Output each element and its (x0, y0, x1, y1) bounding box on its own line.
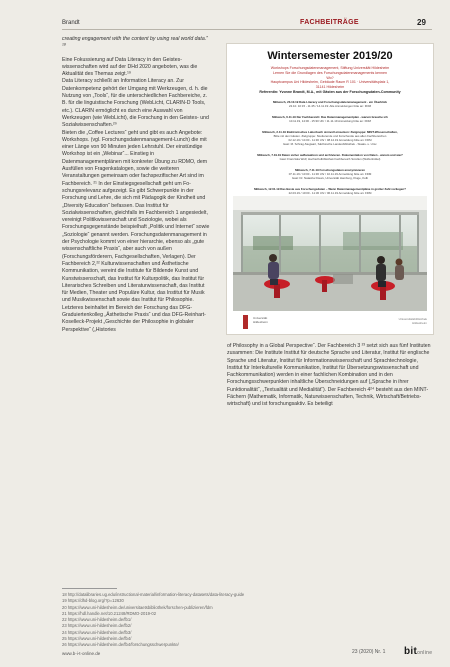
poster-event-title: Mittwoch, 7.19.19 Daten sicher aufbewahren und archivieren. Dokumentation von Daten - warum und wie? (257, 153, 403, 157)
poster-subtitle-line: Lernen Sie die Grundlagen des Forschungsdatenmanagements kennen (272, 70, 388, 75)
footnote-item: 19 https://dhd-blog.org/?p=12630 (62, 598, 124, 604)
body-paragraph: Data Literacy schließt an Information Literacy an. Zur Datenkompetenz gehört der Umgang mit Werkzeugen, d. h. die Nutzung von „Tools“, für die unterschiedlichen Fachbereiche, z. B. für die linguistische Forschung (WebLicht, CLARIN-D Tools, etc.). CLARIN ermöglicht es durch eine Auswahl von Werkzeugen (wie WebLicht), die Forschung in den Geistes- und Sozialwissenschaften.²⁰ (62, 78, 209, 129)
library-photo (233, 196, 427, 311)
page-number: 29 (417, 18, 426, 27)
text-column-left (62, 36, 210, 584)
text-column-right (227, 343, 432, 584)
poster-event-detail: Bitte mit den Gästen. Zielgruppe: Studierende und Forschende aus allen Fachbereichen (273, 134, 387, 138)
footnote-item: 22 https://www.uni-hildesheim.de/fb1/ (62, 617, 132, 623)
poster-subtitle-line: Workshops Forschungsdatenmanagement, Stiftung Universität Hildesheim (270, 66, 390, 70)
university-logo-text: Universität Hildesheim (253, 316, 268, 324)
poster-event-title: Mittwoch, 2.11.19 Elektronisches Laborbuch sinnvoll einsetzen: Zielgruppe: MINT-Wissenschaften, (262, 130, 398, 134)
body-paragraph: Eine Fokussierung auf Data Literacy in den Geisteswissenschaften wird auf der DHd 2020 angeboten, was die Aktualität des Themas zeigt.¹⁹ (62, 56, 198, 78)
body-paragraph: Bieten die „Coffee Lectures“ geht und gibt es auch Angebote: Workshops. (vgl. Forschungsdatenmanagement-Lunch) die mit einer Länge von 90 Minuten jeden Lehrstuhl. Der einstündige Workshop ist ein „Webinar“... Einstieg in Datenmanagementplänen mit konkreter Übung zu RDMO, dem Ausfüllen von Fragenkatalogen, sowie die weiteren Veranstaltungen gemeinsam oder fachspezifischer Art sind im Fachbereich. ²¹ In der Einstiegsgesellschaft geht um Foschungsrelevanz aufgezeigt. Es gibt Schwerpunkte in der Forschung und Lehre, die sich mit Pädagogik der Kindheit und „Diversity Education“ befassen. Das Institut für Sozialwissenschaften, gleichfalls im Fachbereich 1 angesiedelt, vereinigt Politikwissenschaft und Soziologie, wobei als Forschungsgegenstände beispielhaft „Politik und Internet“ sowie „Soziologie“ genannt werden. Forschungsdatenmanagement in der Psychologie kommt von einer hierarchie, ebenso als „gute wissenschaftliche Praxis“, aber auch von außen (Forschungsförderern, Fachgesellschaften, Verlagen). Der Fachbereich 2,²² Kulturwissenschaften und Ästhetische Kommunikation, vereint die Institute für Bildende Kunst und Kunstwissenschaft, das Institut für Kulturpolitik, das Institut für Literarisches Schreiben und Literaturwissenschaft, das Institut für Medien, Theater und Populäre Kultur, das Institut für Musik und Musikwissenschaft sowie das Institut für Philosophie. Letzteres beinhaltet im Bereich der Forschung das DFG-Graduiertenkolleg „Ästhetische Praxis“ und das DFG-Reinhart-Koselleck-Projekt „Geschichte der Philosophie in globaler Perspektive“ („Histories (62, 129, 210, 333)
poster-event-detail: 10.11.19, 14:00 - 15:30 Uhr / 11.11.19 Anmeldung bitte an: FDM (289, 119, 371, 123)
section-label: FACHBEITRÄGE (300, 19, 359, 26)
poster-event-detail: 22.03.19 / 10:00 - 11:30 Uhr / 06.11.19 Anmeldung bitte an: FDM (288, 191, 372, 195)
poster-subtitle-line: 31141 Hildesheim (315, 85, 345, 90)
poster-event (237, 168, 423, 180)
poster-title: Wintersemester 2019/20 (267, 50, 393, 62)
footnote-item: 20 https://www.uni-hildesheim.de/universitaetsbibliothek/forschen-publizieren/fdm (62, 604, 213, 610)
poster-event-title: Mittwoch, 7.11.19 Forschungsdaten anonymisieren (295, 168, 365, 172)
poster-subtitle (237, 66, 423, 95)
poster-subtitle-line: Wo? (326, 75, 334, 80)
poster-event-detail: 02.12.19 / 10.00 - 11:30 Uhr / 08.12.19 Anmeldung bitte an: FDM (288, 138, 372, 142)
poster-event-detail: 22.10. 10:15 - 11:45 / 14.11.19: Alle Anmeldungen bitte an: FDM (288, 104, 371, 108)
poster-event (237, 130, 423, 146)
footnote-item: 21 https://hdl.handle.net/10.21248/RDMO-2019-02 (62, 610, 157, 616)
poster-event-title: Mittwoch, 23.10.19 Data Literacy und Forschungsdatenmanagement - ein Überblick (272, 100, 388, 104)
body-paragraph: of Philosophy in a Global Perspective“. Der Fachbereich 3 ²³ setzt sich aus fünf Instituten zusammen: Die Institute Institut für deutsche Sprache und Literatur, Institut für englische Sprache und Literatur, Institut für Informationswissenschaft und Sprachtechnologie, Institut für Interkulturelle Kommunikation, Institut für Übersetzungswissenschaft und Fachkommunikation) werden in einer fachlichen Kombination und in den Forschungsschwerpunkten inhaltliche Überschneidungen auf („Sprache in ihrer Funktionalität“, „Textualität und Medialität“). Der Fachbereich 4²⁴ besteht aus den MINT-Fächern (Mathematik, Informatik, Naturwissenschaften, Technik, Wirtschaft/Betriebswirtschaft) und ist forschungsaktiv. Es beteiligt (227, 343, 431, 408)
poster-event-title: Mittwoch, 6.11.19 Der Fachbereich: Das Datenmanagementplan - warum brauche ich (272, 115, 388, 119)
library-logo-text: Universitätsbibliothek Hildesheim (398, 317, 427, 325)
footnote-rule (62, 588, 117, 589)
footnote-item: 24 https://www.uni-hildesheim.de/fb3/ (62, 629, 132, 635)
university-logo-bar (243, 315, 248, 329)
running-head-author: Brandt (62, 20, 80, 26)
footnote-item: 26 https://www.uni-hildesheim.de/fb4/forschungsschwerpunkte/ (62, 642, 179, 648)
footnote-item: 23 https://www.uni-hildesheim.de/fb2/ (62, 623, 132, 629)
journal-brand: bitonline (404, 646, 433, 657)
workshop-poster (226, 43, 434, 335)
poster-event-title: Mittwoch, 12.01.19 Das Beste aus Forschungsdaten – Wenn Datenmanagementpläne in großer Zahl vorliegen? (254, 187, 406, 191)
poster-event-detail: 07.11.19 / 10:00 - 11:30 Uhr / 10.11.19 Anmeldung bitte an: FDM (288, 172, 372, 176)
footnote-item: 25 https://www.uni-hildesheim.de/fb4/ (62, 636, 132, 642)
poster-event (237, 153, 423, 161)
poster-event (237, 115, 423, 123)
poster-subtitle-line: Referentin: Yvonne Brandt, M.A., mit Gästen aus der Forschungsdaten-Community (259, 89, 401, 94)
library-photo-illustration (233, 196, 427, 311)
footer-issue: 23 (2020) Nr. 1 (352, 649, 386, 655)
poster-event-detail: Gast: M. Schrag-Siegwart, Sächsische Landesbibliothek - Staats- u. Univ. (282, 142, 378, 146)
poster-subtitle-line: Hauptcampus Uni Hildesheim, Gebäude Raum R 101 · Universitätsplatz 1, (270, 80, 390, 85)
body-paragraph: creating engagement with the content by using real world data.” ¹⁸ (62, 36, 208, 50)
poster-event (237, 100, 423, 108)
footer-url: www.b-i-t-online.de (62, 651, 101, 656)
footnote-item: 18 http://datalibraries.ug.edu/instructional-material/information-literacy-datasets/data-literacy-guide (62, 592, 245, 597)
footnotes (62, 592, 432, 649)
header-rule (62, 29, 432, 30)
poster-event-detail: Gast: Dr. Natasha Drews, Universität Hamburg, Kluge, Kolb (291, 176, 369, 180)
poster-event-detail: Gast: Franziska Wolf, Hochschulbibliothek Fachbereich Scrollen (Wolfenbüttel) (279, 157, 381, 161)
